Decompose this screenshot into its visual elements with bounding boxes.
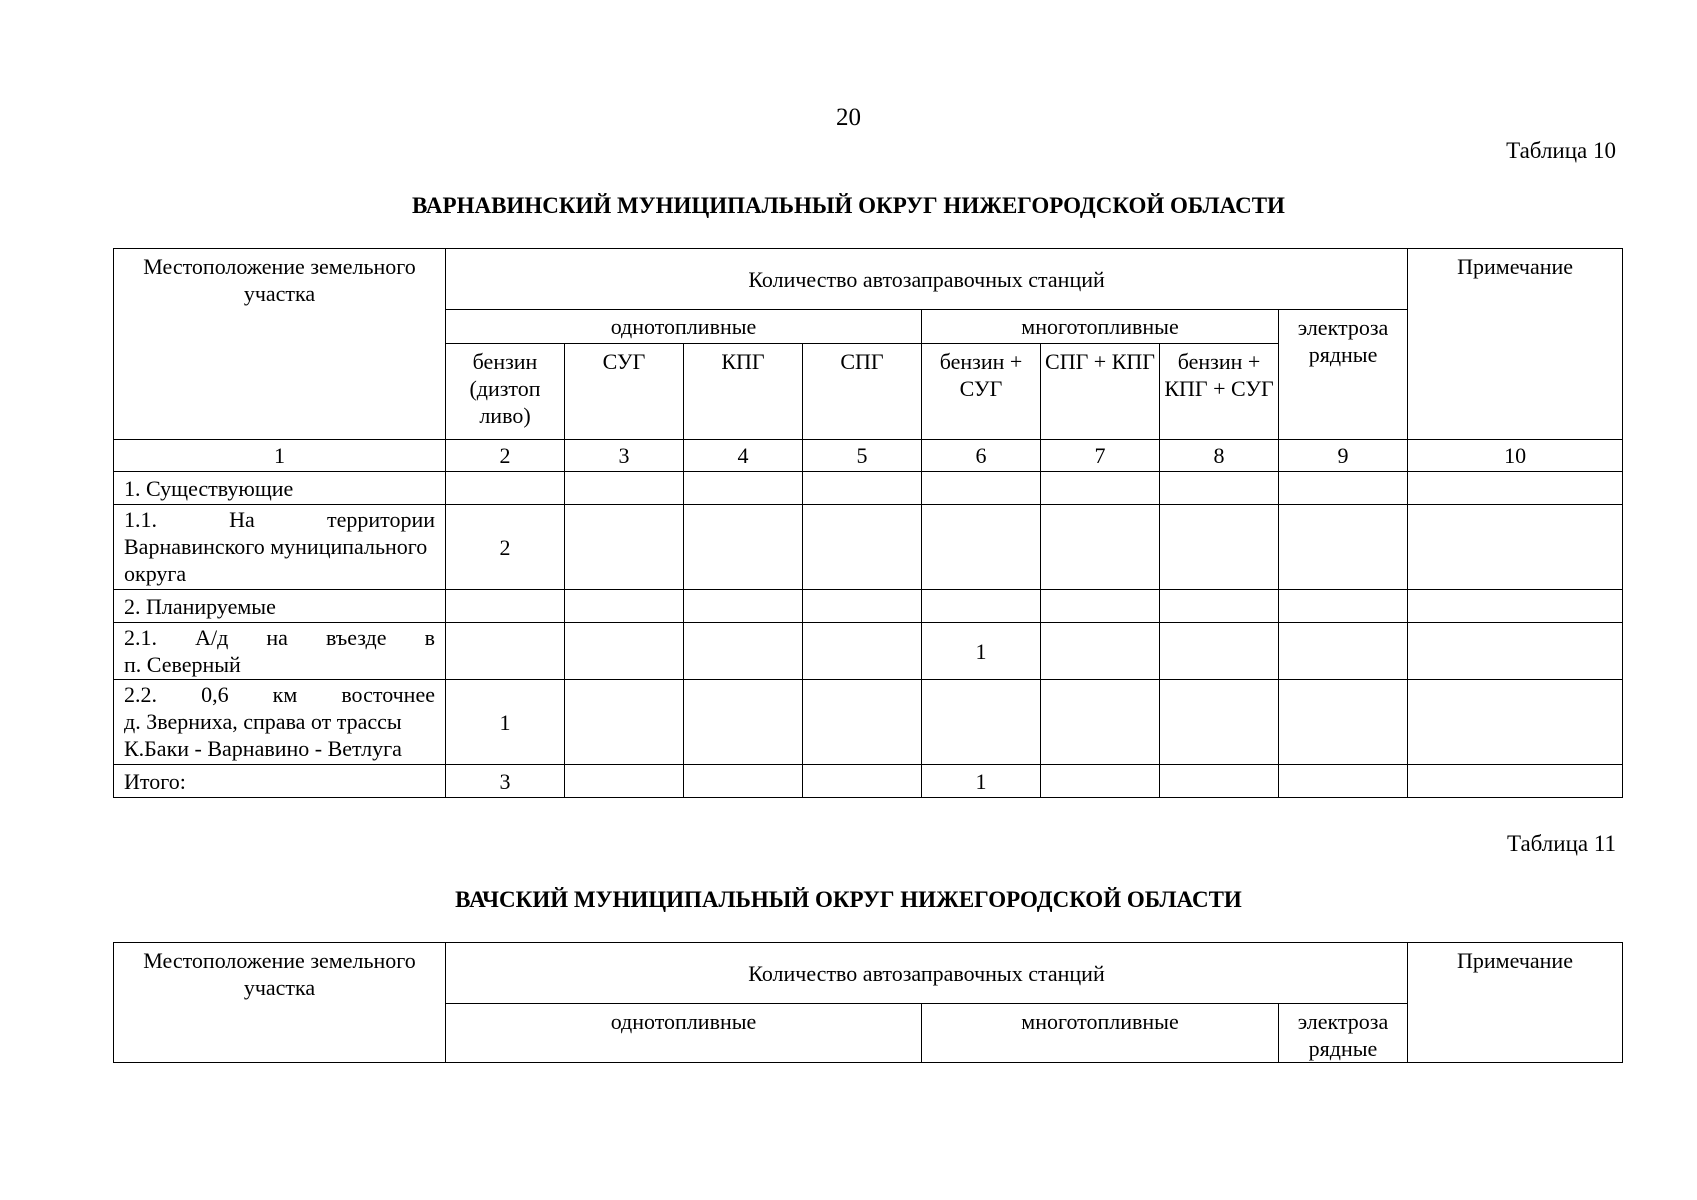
table-10-title: ВАРНАВИНСКИЙ МУНИЦИПАЛЬНЫЙ ОКРУГ НИЖЕГОРОДСКОЙ ОБЛАСТИ	[412, 193, 1285, 218]
header-station-count: Количество автозаправочных станций	[446, 249, 1408, 310]
header-sub-3: КПГ	[684, 344, 803, 440]
table-cell	[565, 472, 684, 505]
page-number: 20	[836, 104, 861, 131]
col-number: 7	[1041, 440, 1160, 472]
table-11-caption: Таблица 11	[1506, 831, 1616, 856]
table-cell	[1041, 590, 1160, 623]
table-cell	[565, 590, 684, 623]
row-label-line: 1.1. На территории	[124, 507, 435, 532]
table-cell	[684, 765, 803, 798]
col-number: 5	[803, 440, 922, 472]
table-cell	[922, 472, 1041, 505]
table-cell	[1279, 505, 1408, 590]
table-cell	[803, 765, 922, 798]
table-cell	[803, 623, 922, 680]
table-cell	[1279, 680, 1408, 765]
table-cell	[803, 472, 922, 505]
table-cell	[1160, 680, 1279, 765]
table-cell	[446, 472, 565, 505]
table-row	[114, 680, 1623, 765]
table-cell	[565, 680, 684, 765]
row-label-rest: Варнавинского муниципального округа	[124, 534, 428, 586]
table-cell	[803, 505, 922, 590]
header-multi-fuel: многотопливные	[922, 1004, 1279, 1063]
col-number: 1	[114, 440, 446, 472]
row-label	[114, 505, 446, 590]
col-number: 6	[922, 440, 1041, 472]
table-cell	[803, 680, 922, 765]
table-cell	[1160, 505, 1279, 590]
table-cell	[1041, 472, 1160, 505]
table-cell	[1160, 472, 1279, 505]
table-cell	[684, 472, 803, 505]
table-cell: 1	[922, 623, 1041, 680]
col-number: 2	[446, 440, 565, 472]
table-cell	[1279, 623, 1408, 680]
table-11-title: ВАЧСКИЙ МУНИЦИПАЛЬНЫЙ ОКРУГ НИЖЕГОРОДСКОЙ ОБЛАСТИ	[455, 887, 1242, 912]
row-label-rest: п. Северный	[124, 652, 241, 677]
table-cell	[1408, 472, 1623, 505]
table-cell	[565, 623, 684, 680]
col-number: 9	[1279, 440, 1408, 472]
row-label	[114, 680, 446, 765]
row-label: Итого:	[114, 765, 446, 798]
header-sub-2: СУГ	[565, 344, 684, 440]
col-number: 3	[565, 440, 684, 472]
header-location: Местоположение земельного участка	[114, 943, 446, 1063]
table-cell	[446, 623, 565, 680]
header-single-fuel: однотопливные	[446, 310, 922, 344]
table-cell	[1408, 590, 1623, 623]
table-cell	[1041, 505, 1160, 590]
header-sub-4: СПГ	[803, 344, 922, 440]
header-note: Примечание	[1408, 249, 1623, 440]
table-cell: 1	[446, 680, 565, 765]
header-location: Местоположение земельного участка	[114, 249, 446, 440]
table-cell	[565, 505, 684, 590]
header-sub-7: бензин + КПГ + СУГ	[1160, 344, 1279, 440]
table-row	[114, 590, 1623, 623]
table-11	[113, 942, 1623, 1063]
table-cell	[684, 623, 803, 680]
row-label: 2. Планируемые	[114, 590, 446, 623]
col-number: 4	[684, 440, 803, 472]
table-10-caption: Таблица 10	[1506, 138, 1616, 163]
table-cell	[1279, 590, 1408, 623]
table-row	[114, 623, 1623, 680]
table-cell	[1160, 590, 1279, 623]
table-cell	[1279, 472, 1408, 505]
header-single-fuel: однотопливные	[446, 1004, 922, 1063]
row-label-rest: д. Зверниха, справа от трассы К.Баки - Варнавино - Ветлуга	[124, 709, 402, 761]
header-multi-fuel: многотопливные	[922, 310, 1279, 344]
table-cell	[565, 765, 684, 798]
table-cell	[922, 680, 1041, 765]
header-sub-6: СПГ + КПГ	[1041, 344, 1160, 440]
row-label: 1. Существующие	[114, 472, 446, 505]
table-cell	[1041, 680, 1160, 765]
table-cell	[446, 590, 565, 623]
header-electric: электроза рядные	[1279, 1004, 1408, 1063]
table-cell: 3	[446, 765, 565, 798]
table-cell	[684, 680, 803, 765]
table-row	[114, 505, 1623, 590]
table-row-total	[114, 765, 1623, 798]
table-10	[113, 248, 1623, 798]
table-row	[114, 472, 1623, 505]
table-cell	[1160, 765, 1279, 798]
row-label-line: 2.2. 0,6 км восточнее	[124, 682, 435, 707]
header-electric: электроза рядные	[1279, 310, 1408, 440]
table-cell	[1408, 623, 1623, 680]
table-cell	[1279, 765, 1408, 798]
table-cell: 1	[922, 765, 1041, 798]
table-cell	[1408, 505, 1623, 590]
header-note: Примечание	[1408, 943, 1623, 1063]
row-label	[114, 623, 446, 680]
header-sub-5: бензин + СУГ	[922, 344, 1041, 440]
table-cell	[922, 590, 1041, 623]
table-cell	[1041, 623, 1160, 680]
table-cell	[922, 505, 1041, 590]
row-label-line: 2.1. А/д на въезде в	[124, 625, 435, 650]
table-cell	[1408, 680, 1623, 765]
col-number: 8	[1160, 440, 1279, 472]
table-cell	[803, 590, 922, 623]
header-station-count: Количество автозаправочных станций	[446, 943, 1408, 1004]
table-cell	[684, 505, 803, 590]
table-cell	[1408, 765, 1623, 798]
table-cell	[1160, 623, 1279, 680]
table-cell	[684, 590, 803, 623]
table-cell	[1041, 765, 1160, 798]
header-sub-1: бензин (дизтоп ливо)	[446, 344, 565, 440]
col-number: 10	[1408, 440, 1623, 472]
table-cell: 2	[446, 505, 565, 590]
